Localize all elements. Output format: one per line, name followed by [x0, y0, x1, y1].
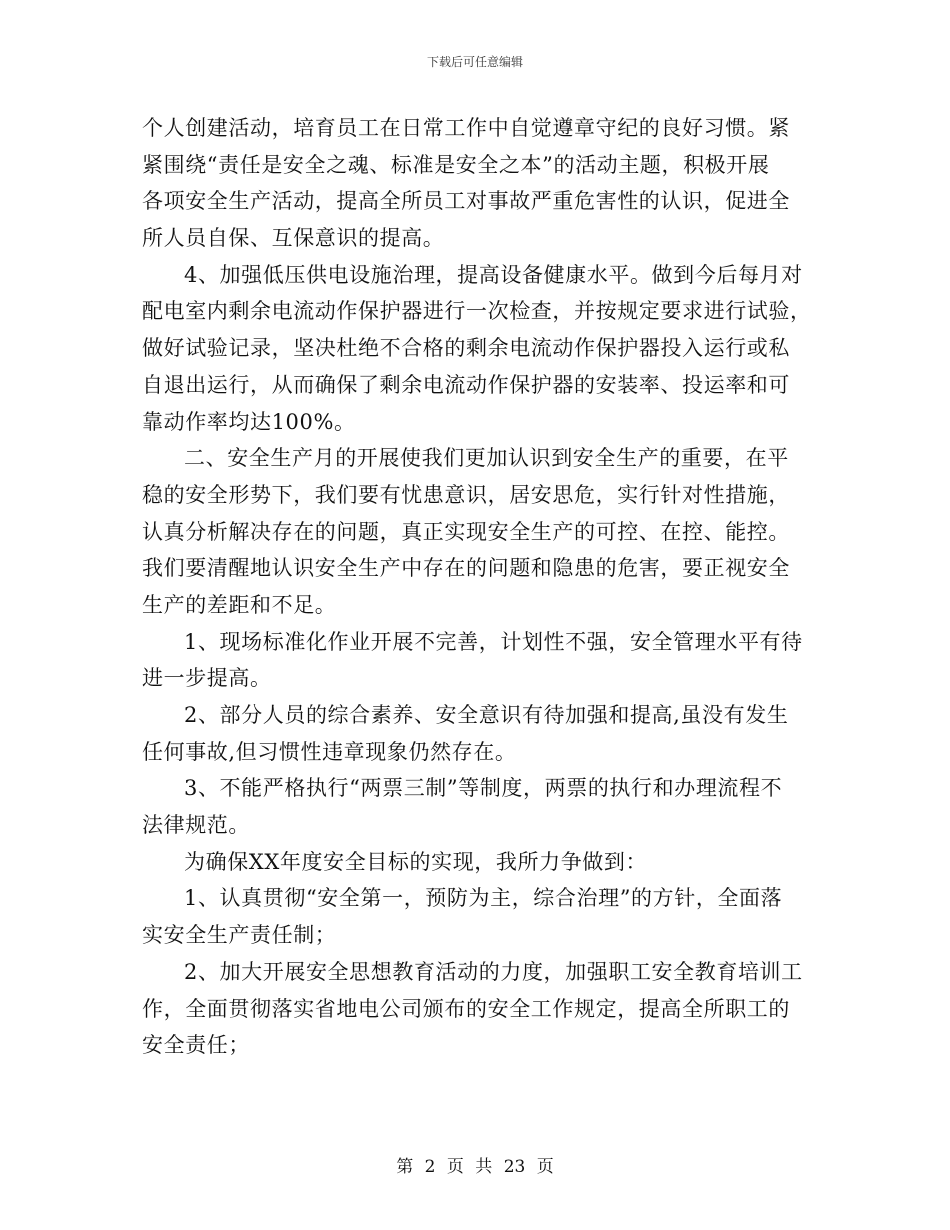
text-line: 进一步提高。: [142, 666, 272, 691]
text-line: 个人创建活动，培育员工在日常工作中自觉遵章守纪的良好习惯。紧: [142, 116, 790, 140]
text-line: 认真分析解决存在的问题，真正实现安全生产的可控、在控、能控。: [142, 519, 790, 544]
text-line: 2、加大开展安全思想教育活动的力度，加强职工安全教育培训工: [184, 959, 803, 984]
text-line: 做好试验记录，坚决杜绝不合格的剩余电流动作保护器投入运行或私: [142, 336, 790, 361]
text-line: 作，全面贯彻落实省地电公司颁布的安全工作规定，提高全所职工的: [142, 996, 790, 1021]
text-line: 自退出运行，从而确保了剩余电流动作保护器的安装率、投运率和可: [142, 372, 790, 397]
text-line: 稳的安全形势下，我们要有忧患意识，居安思危，实行针对性措施，: [142, 482, 790, 507]
text-line: 生产的差距和不足。: [142, 592, 337, 617]
text-line: 所人员自保、互保意识的提高。: [142, 226, 445, 251]
document-body: [142, 110, 810, 1064]
text-line: 3、不能严格执行“两票三制”等制度，两票的执行和办理流程不: [184, 776, 783, 801]
text-line: 我们要清醒地认识安全生产中存在的问题和隐患的危害，要正视安全: [142, 556, 790, 581]
text-line: 法律规范。: [142, 813, 250, 838]
text-line: 1、现场标准化作业开展不完善，计划性不强，安全管理水平有待: [184, 629, 803, 654]
text-line: 为确保XX年度安全目标的实现，我所力争做到：: [184, 849, 648, 874]
text-line: 4、加强低压供电设施治理，提高设备健康水平。做到今后每月对: [184, 262, 803, 287]
text-line: 紧围绕“责任是安全之魂、标准是安全之本”的活动主题，积极开展: [142, 152, 770, 177]
text-line: 安全责任；: [142, 1033, 250, 1058]
text-line: 任何事故,但习惯性违章现象仍然存在。: [142, 739, 517, 764]
text-line: 2、部分人员的综合素养、安全意识有待加强和提高,虽没有发生: [184, 703, 789, 727]
text-line: 靠动作率均达100%。: [142, 409, 356, 434]
text-line: 二、安全生产月的开展使我们更加认识到安全生产的重要，在平: [184, 446, 789, 471]
text-line: 实安全生产责任制；: [142, 923, 337, 948]
text-line: 1、认真贯彻“安全第一，预防为主，综合治理”的方针，全面落: [184, 886, 783, 911]
text-line: 各项安全生产活动，提高全所员工对事故严重危害性的认识，促进全: [142, 189, 790, 214]
page-header: 下载后可任意编辑: [426, 55, 523, 69]
text-line: 配电室内剩余电流动作保护器进行一次检查，并按规定要求进行试验，: [142, 299, 812, 324]
page-number-footer: 第 2 页 共 23 页: [396, 1157, 554, 1177]
